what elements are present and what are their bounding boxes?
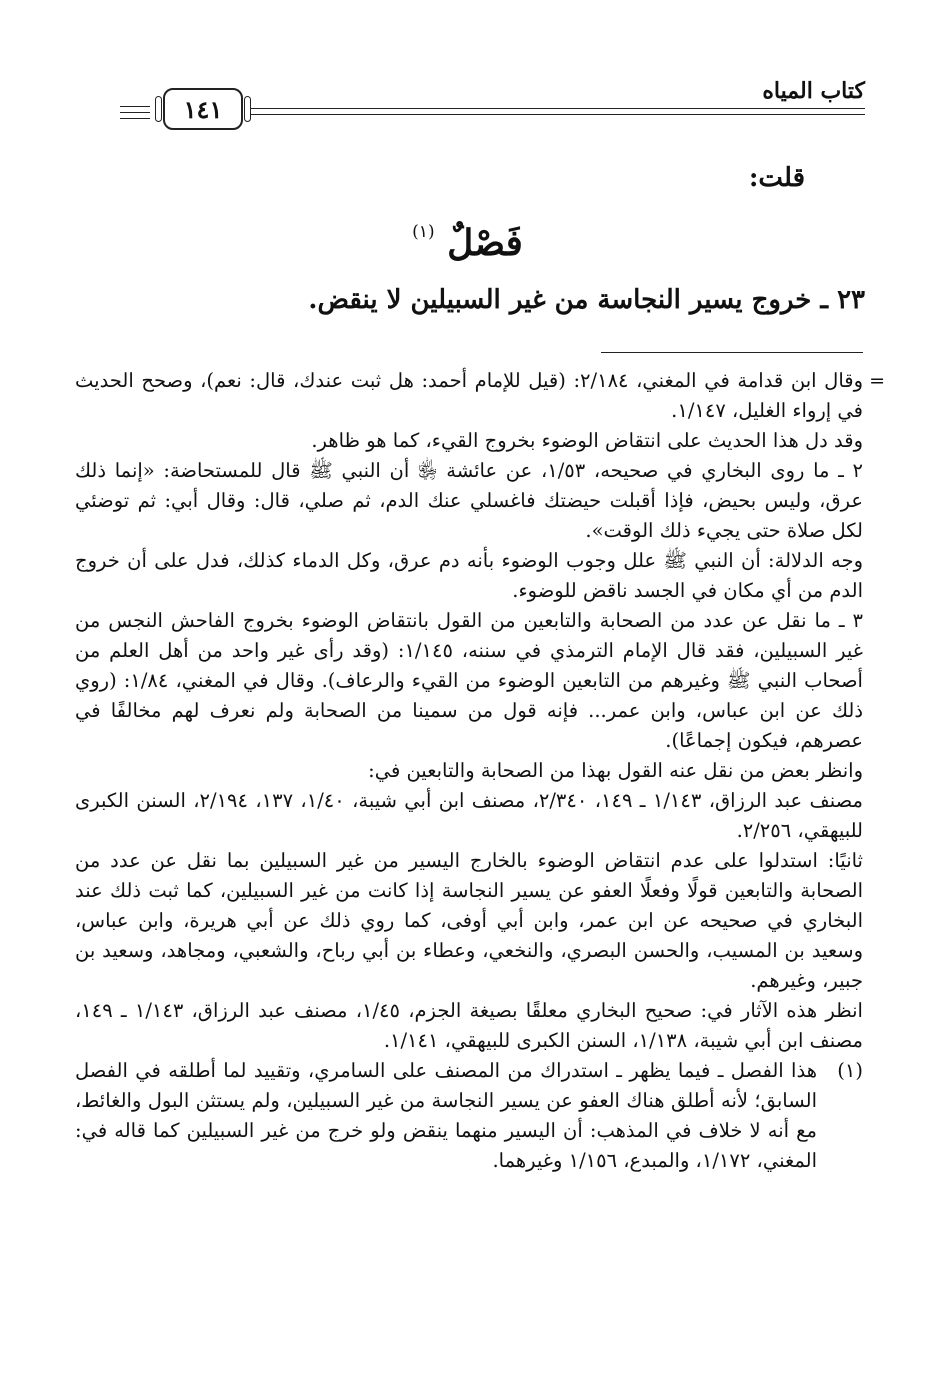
page-number: ١٤١	[183, 94, 223, 124]
note-paragraph: ٢ ـ ما روى البخاري في صحيحه، ١/٥٣، عن عائشة ﵂ أن النبي ﷺ قال للمستحاضة: «إنما ذلك عرق، وليس بحيض، فإذا أقبلت حيضتك فاغسلي عنك الدم، ثم صلي، قال: وقال أبي: ثم توضئي لكل صلاة حتى يجيء ذلك الوقت».	[75, 459, 864, 542]
header-rule	[250, 108, 865, 109]
note-paragraph: ثانيًا: استدلوا على عدم انتقاض الوضوء بالخارج اليسير من غير السبيلين بما نقل عن عدد من الصحابة والتابعين قولًا وفعلًا العفو عن يسير النجاسة إذا كانت من غير السبيلين، كما ثبت ذلك عند البخاري في صحيحه عن ابن عمر، وابن أبي أوفى، كما روي ذلك عن أبي هريرة، وابن عباس، وسعيد بن المسيب، والحسن البصري، والنخعي، وعطاء بن أبي رباح، والشعبي، ومجاهد، وسعيد بن جبير، وغيرهم.	[75, 849, 863, 992]
header-rule-left	[120, 118, 150, 119]
footnote-number: (١)	[837, 1059, 863, 1082]
note-paragraph: وجه الدلالة: أن النبي ﷺ علل وجوب الوضوء بأنه دم عرق، وكل الدماء كذلك، فدل على أن خروج الدم من أي مكان في الجسد ناقض للوضوء.	[75, 549, 863, 602]
header-rule	[250, 114, 865, 115]
section-title	[0, 222, 935, 264]
footnote-separator	[601, 352, 863, 353]
footnote-1	[75, 1056, 863, 1176]
note-paragraph	[75, 366, 885, 426]
note-paragraph: انظر هذه الآثار في: صحيح البخاري معلقًا بصيغة الجزم، ١/٤٥، مصنف عبد الرزاق، ١/١٤٣ ـ ١٤٩، مصنف ابن أبي شيبة، ١/١٣٨، السنن الكبرى للبيهقي، ١/١٤١.	[75, 999, 863, 1052]
footnote-text: هذا الفصل ـ فيما يظهر ـ استدراك من المصنف على السامري، وتقييد لما أطلقه في الفصل السابق؛ لأنه أطلق هناك العفو عن يسير النجاسة من غير السبيلين، ولم يستثن البول والغائط، مع أنه لا خلاف في المذهب: أن اليسير منهما ينقض ولو خرج من غير السبيلين كما قاله في: المغني، ١/١٧٢، والمبدع، ١/١٥٦ وغيرهما.	[75, 1059, 817, 1172]
fasl-word: فَصْلٌ	[447, 222, 523, 264]
note-paragraph: مصنف عبد الرزاق، ١/١٤٣ ـ ١٤٩، ٢/٣٤٠، مصنف ابن أبي شيبة، ١/٤٠، ١٣٧، ٢/١٩٤، السنن الكبرى للبيهقي، ٢/٢٥٦.	[75, 789, 863, 842]
chapter-title: كتاب المياه	[762, 78, 865, 104]
note-paragraph: وانظر بعض من نقل عنه القول بهذا من الصحابة والتابعين في:	[368, 759, 863, 782]
footnote-reference: (١)	[412, 222, 435, 242]
qult-label: قلت:	[748, 163, 805, 193]
header-rule-left	[120, 112, 150, 113]
footnotes-block	[75, 366, 885, 1176]
issue-heading: ٢٣ ـ خروج يسير النجاسة من غير السبيلين لا ينقض.	[308, 285, 865, 315]
note-paragraph: ٣ ـ ما نقل عن عدد من الصحابة والتابعين من القول بانتقاض الوضوء بخروج الفاحش النجس من غير السبيلين، فقد قال الإمام الترمذي في سننه، ١/١٤٥: (وقد رأى غير واحد من أهل العلم من أصحاب النبي ﷺ وغيرهم من التابعين الوضوء من القيء والرعاف). وقال في المغني، ١/٨٤: (روي ذلك عن ابن عباس، وابن عمر... فإنه قول من سمينا من الصحابة ولم نعرف لهم مخالفًا في عصرهم، فيكون إجماعًا).	[75, 609, 863, 752]
note-paragraph: وقد دل هذا الحديث على انتقاض الوضوء بخروج القيء، كما هو ظاهر.	[311, 429, 863, 452]
page-number-ornament	[163, 88, 243, 130]
continuation-mark: =	[869, 370, 885, 392]
header-rule-left	[120, 106, 150, 107]
note-text: وقال ابن قدامة في المغني، ٢/١٨٤: (قيل للإمام أحمد: هل ثبت عندك، قال: نعم)، وصحح الحديث في إرواء الغليل، ١/١٤٧.	[75, 369, 863, 422]
